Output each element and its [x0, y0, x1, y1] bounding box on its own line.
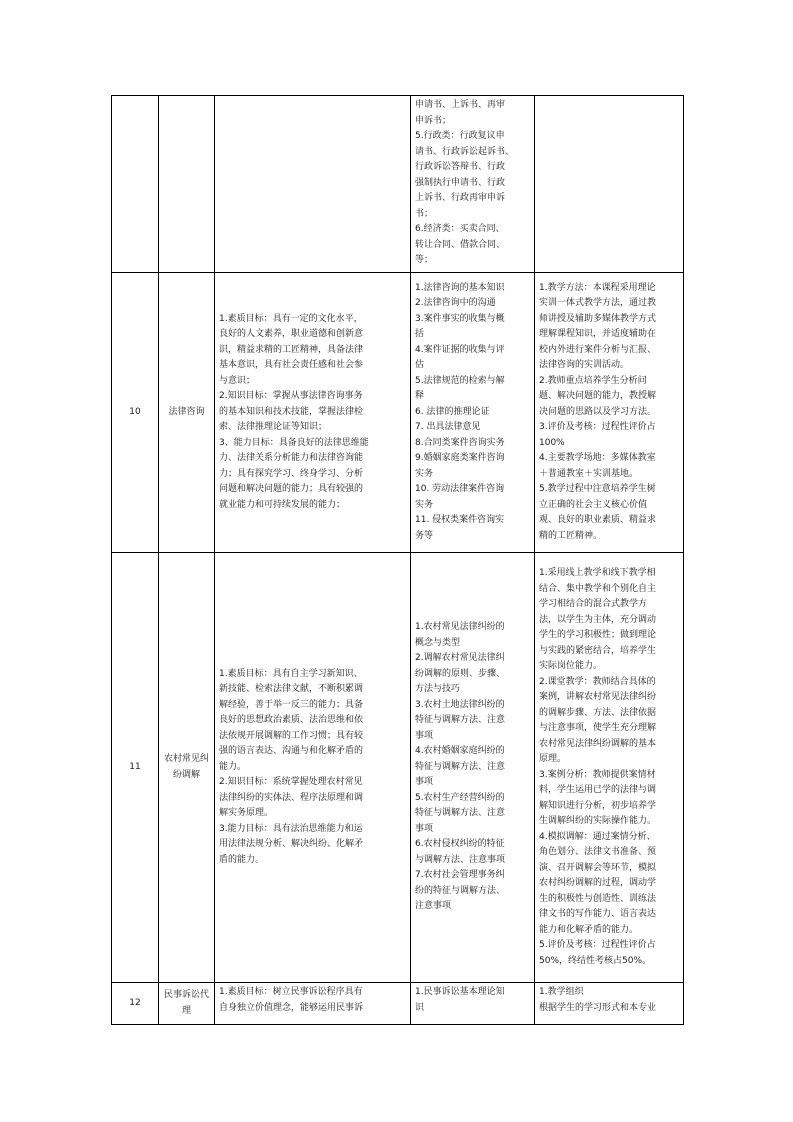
- content-line: 上诉书、行政再审申诉: [415, 193, 506, 203]
- goal-line: 解实务原理。: [219, 808, 274, 819]
- content-line: 4.案件证据的收集与评: [415, 344, 505, 355]
- goal-line: 基本意识，具有社会责任感和社会参: [219, 360, 364, 371]
- requirement-line: ＋普通教室＋实训基地。: [539, 468, 639, 479]
- requirement-line: 料，学生运用已学的法律与调: [539, 785, 657, 795]
- content-line: 注意事项: [415, 901, 452, 912]
- requirement-line: 结合、集中教学和个别化自主: [539, 583, 657, 594]
- content-line: 请书、行政诉讼起诉书、: [415, 146, 515, 157]
- requirement-line: 农村纠纷调解的过程，调动学: [539, 878, 657, 888]
- content-line: 6. 法律的推理论证: [415, 406, 490, 417]
- teaching-requirements-cell: [535, 553, 684, 983]
- content-line: 1.农村常见法律纠纷的: [415, 622, 505, 633]
- row-number: 12: [129, 997, 141, 1008]
- content-line: 释: [415, 391, 425, 402]
- content-line: 事项: [415, 730, 434, 741]
- content-line: 纷的特征与调解方法、: [415, 885, 506, 896]
- content-line: 7.农村社会管理事务纠: [415, 870, 505, 881]
- requirement-line: 1.教学组织: [539, 987, 584, 997]
- goal-line: 法律纠纷的实体法、程序法原理和调: [219, 792, 364, 803]
- goal-line: 良好的人文素养，职业道德和创新意: [219, 329, 364, 340]
- course-table-body: [112, 96, 684, 1025]
- requirement-line: 题、解决问题的能力，教授解: [539, 391, 657, 402]
- course-name: 民事诉讼代理: [163, 990, 209, 1016]
- content-line: 概念与类型: [415, 637, 461, 648]
- table-row: [112, 96, 684, 273]
- goal-line: 力、法律关系分析能力和法律咨询能: [219, 453, 364, 464]
- goal-line: 强的语言表达、沟通与和化解矛盾的: [219, 746, 364, 757]
- content-line: 8.合同类案件咨询实务: [415, 437, 505, 448]
- content-line: 实务: [415, 499, 434, 510]
- requirement-line: 师讲授及辅助多媒体教学方式: [539, 313, 657, 324]
- goal-line: 识，精益求精的工匠精神，具备法律: [219, 344, 364, 355]
- requirement-line: 学生的学习积极性；做到理论: [539, 630, 657, 640]
- requirement-line: 5.评价及考核：过程性评价占: [539, 940, 656, 950]
- course-goals-cell: [215, 273, 411, 553]
- course-goals-cell: [215, 96, 411, 273]
- goal-line: 3、能力目标：具备良好的法律思维能: [219, 437, 369, 448]
- course-name-cell: [159, 553, 215, 983]
- content-line: 4.农村婚姻家庭纠纷的: [415, 746, 505, 757]
- course-goals-cell: [215, 983, 411, 1025]
- goal-line: 1.素质目标：具有自主学习新知识、: [219, 668, 363, 679]
- row-number-cell: [112, 553, 159, 983]
- content-line: 5.农村生产经营纠纷的: [415, 792, 505, 803]
- requirement-line: 律文书的写作能力、语言表达: [539, 909, 657, 919]
- content-line: 1.民事诉讼基本理论知: [415, 987, 505, 997]
- requirement-line: 1.采用线上教学和线下教学相: [539, 568, 656, 578]
- goal-line: 1.素质目标：具有一定的文化水平，: [219, 313, 363, 324]
- content-line: 2.法律咨询中的沟通: [415, 298, 496, 309]
- requirement-line: 生调解纠纷的实际操作能力。: [539, 816, 657, 826]
- requirement-line: 案例，讲解农村常见法律纠纷: [539, 692, 657, 702]
- content-line: 6.经济类：买卖合同、: [415, 224, 505, 234]
- content-line: 7. 出具法律意见: [415, 422, 481, 433]
- requirement-line: 5.教学过程中注意培养学生树: [539, 484, 656, 495]
- goal-line: 问题和解决问题的能力；具有较强的: [219, 484, 364, 495]
- content-line: 与调解方法、注意事项: [415, 854, 506, 865]
- table-row: [112, 983, 684, 1025]
- content-line: 11. 侵权类案件咨询实: [415, 515, 505, 526]
- requirement-line: 50%，终结性考核占50%。: [539, 955, 652, 966]
- goal-line: 能力。: [219, 761, 247, 772]
- requirement-line: 原理。: [539, 754, 567, 764]
- requirement-line: 立正确的社会主义核心价值: [539, 499, 648, 510]
- content-line: 3.农村土地法律纠纷的: [415, 699, 505, 710]
- goal-line: 解经验，善于举一反三的能力；具备: [219, 699, 364, 710]
- content-line: 务等: [415, 530, 434, 541]
- course-contents-cell: [411, 273, 535, 553]
- requirement-line: 法，以学生为主体，充分调动: [539, 614, 657, 625]
- table-row: [112, 553, 684, 983]
- content-line: 事项: [415, 823, 434, 834]
- course-name-cell: [159, 273, 215, 553]
- course-contents-cell: [411, 96, 535, 273]
- content-line: 强制执行申请书、行政: [415, 177, 506, 188]
- requirement-line: 的调解步骤、方法、法律依据: [539, 707, 657, 718]
- row-number-cell: [112, 273, 159, 553]
- content-line: 2.调解农村常见法律纠: [415, 653, 505, 664]
- content-line: 申诉书；: [415, 115, 452, 126]
- requirement-line: 解知识进行分析，初步培养学: [539, 800, 657, 811]
- requirement-line: 精的工匠精神。: [539, 530, 603, 541]
- content-line: 实务: [415, 468, 434, 479]
- requirement-line: 与注意事项，使学生充分理解: [539, 723, 657, 733]
- goal-line: 法依规开展调解的工作习惯；具有较: [219, 730, 364, 741]
- content-line: 5.行政类：行政复议申: [415, 131, 505, 141]
- teaching-requirements-cell: [535, 273, 684, 553]
- goal-line: 用法律法规分析、解决纠纷、化解矛: [219, 839, 364, 850]
- content-line: 1.法律咨询的基本知识: [415, 282, 505, 293]
- course-table: [111, 95, 684, 1025]
- content-line: 估: [415, 360, 425, 371]
- content-line: 方法与技巧: [415, 684, 461, 695]
- requirement-line: 演、召开调解会等环节，模拟: [539, 862, 657, 873]
- content-line: 行政诉讼答辩书、行政: [415, 162, 506, 172]
- content-line: 识: [415, 1002, 425, 1013]
- table-row: [112, 273, 684, 553]
- content-line: 纷调解的原则、步骤、: [415, 668, 506, 679]
- requirement-line: 校内外进行案件分析与汇报、: [539, 344, 657, 355]
- requirement-line: 法律咨询的实训活动。: [539, 360, 630, 371]
- content-line: 申请书、上诉书、再审: [415, 100, 506, 110]
- content-line: 括: [415, 329, 425, 340]
- requirement-line: 4.主要教学场地：多媒体教室: [539, 453, 656, 464]
- content-line: 3.案件事实的收集与概: [415, 313, 505, 324]
- goal-line: 2.知识目标：掌握从事法律咨询事务: [219, 391, 363, 402]
- goal-line: 与意识；: [219, 375, 256, 386]
- goal-line: 索、法律推理论证等知识；: [219, 422, 328, 433]
- course-name: 法律咨询: [168, 406, 205, 417]
- teaching-requirements-cell: [535, 983, 684, 1025]
- row-number-cell: [112, 96, 159, 273]
- requirement-line: 决问题的思路以及学习方法。: [539, 406, 657, 417]
- goal-line: 力；具有探究学习、终身学习、分析: [219, 468, 364, 479]
- content-line: 特征与调解方法、注意: [415, 761, 506, 772]
- content-line: 特征与调解方法、注意: [415, 808, 506, 819]
- requirement-line: 观、良好的职业素质、精益求: [539, 515, 657, 526]
- content-line: 等；: [415, 255, 434, 265]
- requirement-line: 实际岗位能力。: [539, 661, 603, 671]
- requirement-line: 角色划分、法律文书准备、预: [539, 847, 657, 857]
- goal-line: 新技能、检索法律文献，不断积累调: [219, 684, 364, 695]
- row-number: 10: [129, 406, 141, 417]
- requirement-line: 能力和化解矛盾的能力。: [539, 924, 639, 935]
- goal-line: 的基本知识和技术技能，掌握法律检: [219, 406, 364, 417]
- course-name-cell: [159, 983, 215, 1025]
- goal-line: 1.素质目标：树立民事诉讼程序具有: [219, 987, 363, 997]
- course-name: 农村常见纠纷调解: [163, 754, 209, 780]
- row-number: 11: [129, 761, 141, 772]
- goal-line: 自身独立价值理念，能够运用民事诉: [219, 1002, 364, 1013]
- goal-line: 就业能力和可持续发展的能力；: [219, 499, 346, 510]
- content-line: 书；: [415, 208, 434, 219]
- content-line: 事项: [415, 777, 434, 788]
- requirement-line: 4.模拟调解：通过案情分析、: [539, 831, 656, 842]
- content-line: 5.法律规范的检索与解: [415, 375, 505, 386]
- course-name-cell: [159, 96, 215, 273]
- requirement-line: 农村常见法律纠纷调解的基本: [539, 738, 657, 749]
- requirement-line: 2.课堂教学：教师结合具体的: [539, 676, 656, 687]
- content-line: 特征与调解方法、注意: [415, 715, 506, 726]
- requirement-line: 与实践的紧密结合，培养学生: [539, 645, 657, 656]
- requirement-line: 生的积极性与创造性、训练法: [539, 893, 657, 904]
- requirement-line: 学习相结合的混合式教学方: [539, 599, 648, 609]
- requirement-line: 实训一体式教学方法，通过教: [539, 298, 657, 309]
- content-line: 转让合同、借款合同、: [415, 239, 506, 250]
- course-contents-cell: [411, 983, 535, 1025]
- goal-line: 2.知识目标：系统掌握处理农村常见: [219, 777, 363, 788]
- goal-line: 良好的思想政治素质、法治思维和依: [219, 715, 364, 726]
- requirement-line: 100%: [539, 437, 565, 448]
- goal-line: 盾的能力。: [219, 854, 265, 865]
- requirement-line: 理解课程知识，并适度辅助在: [539, 329, 657, 340]
- course-contents-cell: [411, 553, 535, 983]
- content-line: 9.婚姻家庭类案件咨询: [415, 453, 505, 464]
- content-line: 10. 劳动法律案件咨询: [415, 484, 505, 495]
- requirement-line: 根据学生的学习形式和本专业: [539, 1002, 657, 1013]
- requirement-line: 3.案例分析：教师提供案情材: [539, 769, 656, 780]
- row-number-cell: [112, 983, 159, 1025]
- course-goals-cell: [215, 553, 411, 983]
- requirement-line: 2.教师重点培养学生分析问: [539, 375, 647, 386]
- content-line: 6.农村侵权纠纷的特征: [415, 839, 505, 850]
- goal-line: 3.能力目标：具有法治思维能力和运: [219, 823, 363, 834]
- requirement-line: 3.评价及考核：过程性评价占: [539, 422, 656, 433]
- teaching-requirements-cell: [535, 96, 684, 273]
- requirement-line: 1.教学方法：本课程采用理论: [539, 282, 656, 293]
